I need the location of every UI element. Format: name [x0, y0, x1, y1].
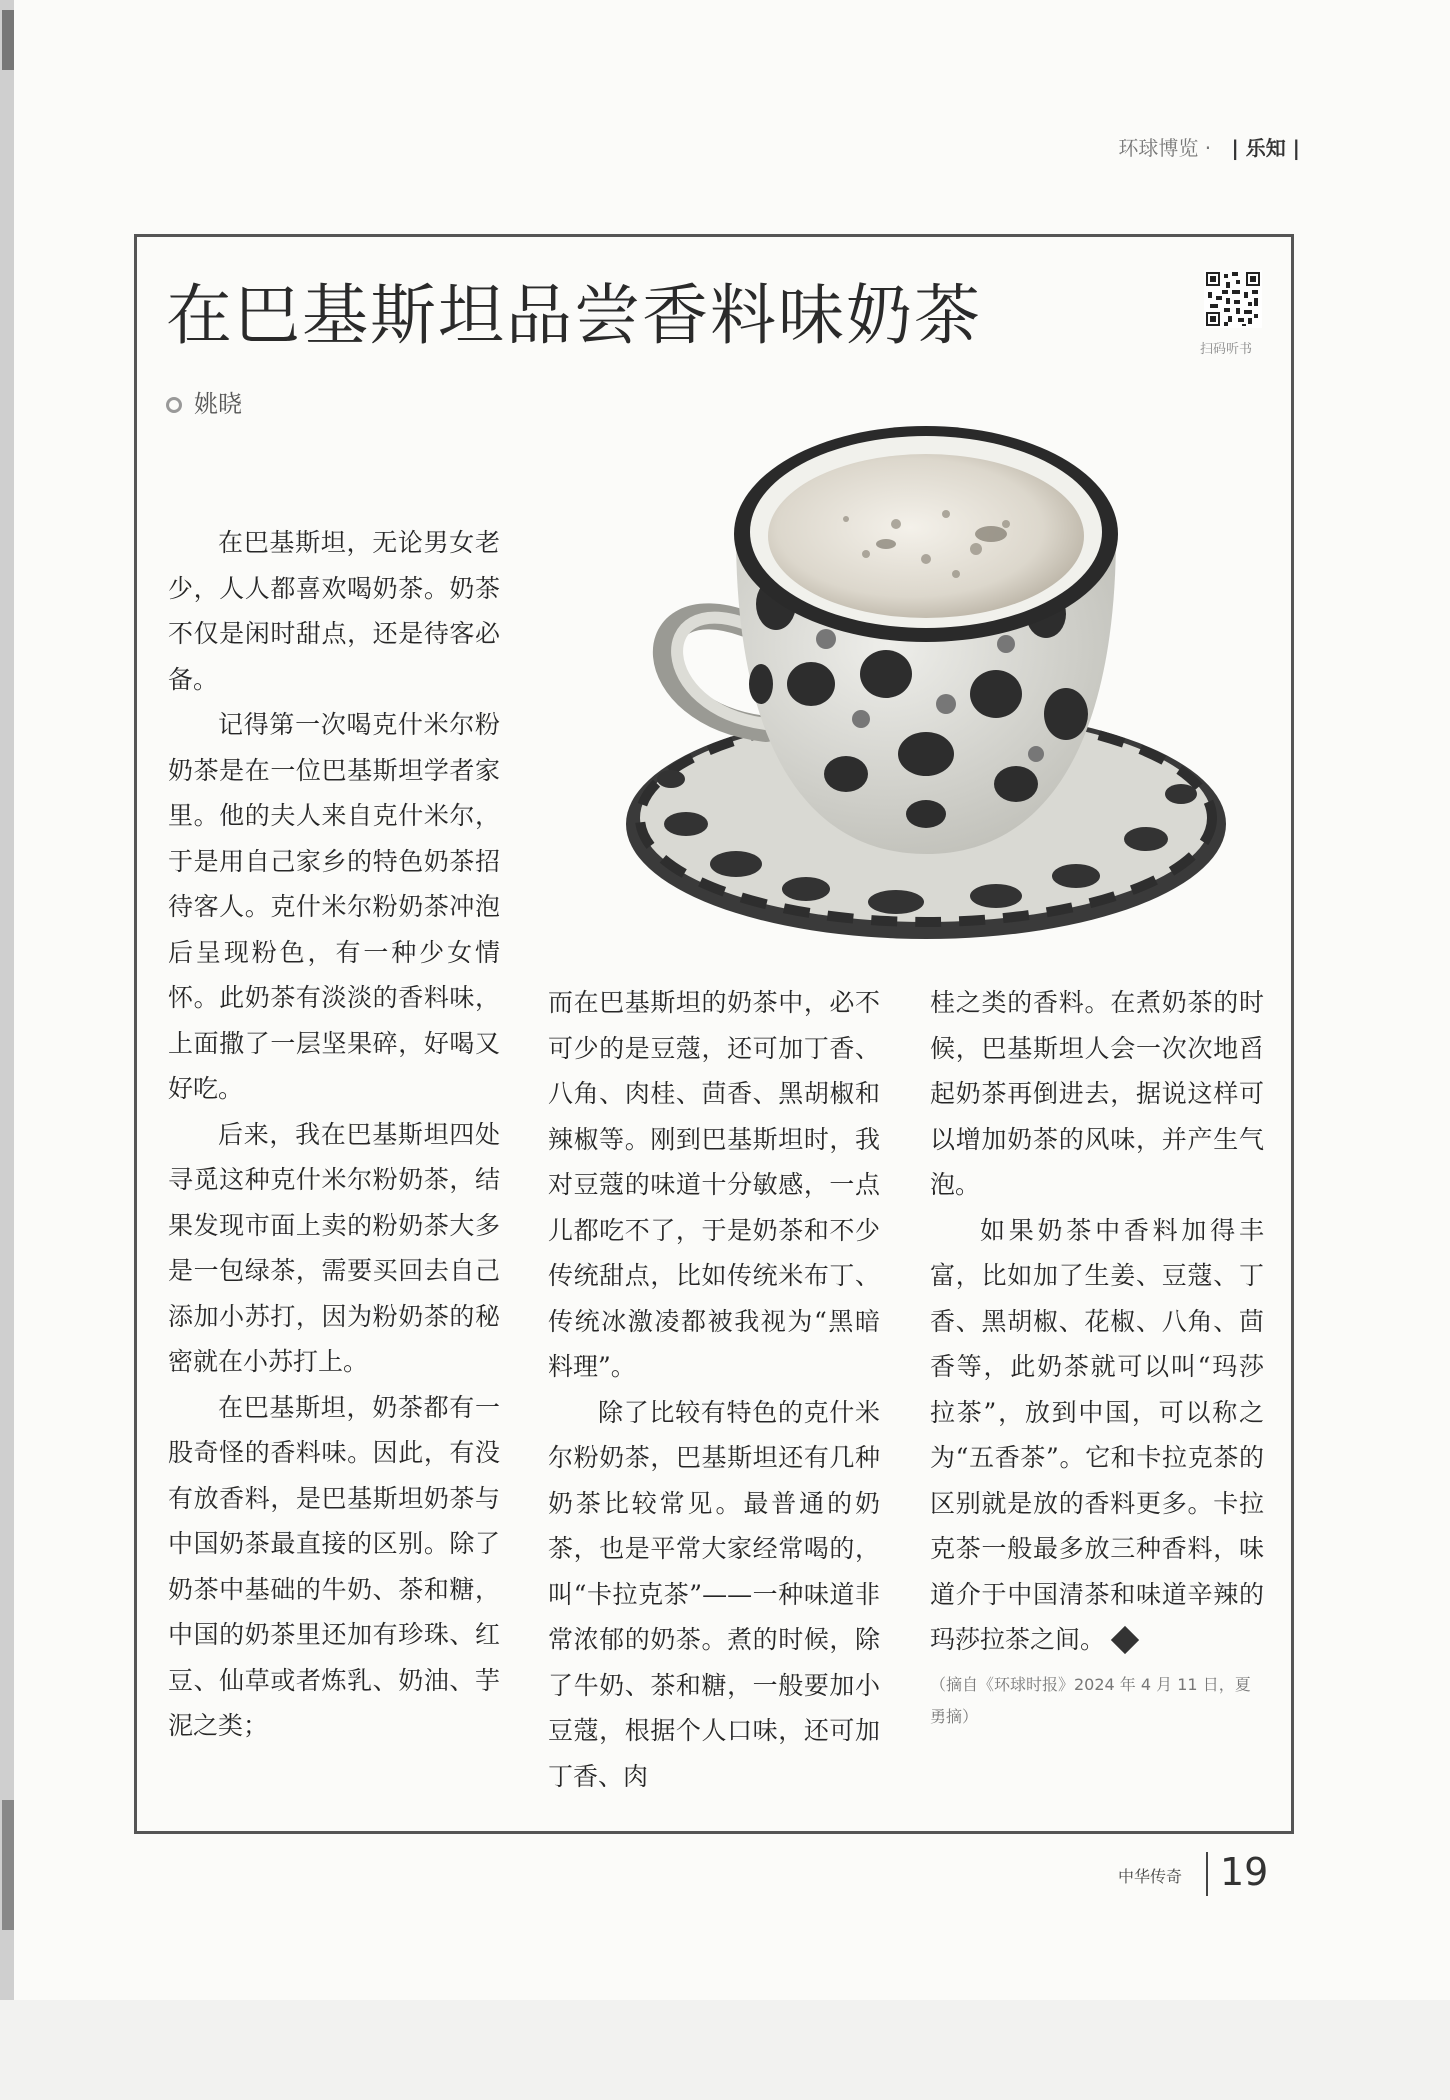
- paragraph: 记得第一次喝克什米尔粉奶茶是在一位巴基斯坦学者家里。他的夫人来自克什米尔，于是用自己家乡的特色奶茶招待客人。克什米尔粉奶茶冲泡后呈现粉色，有一种少女情怀。此奶茶有淡淡的香料味，上面撒了一层坚果碎，好喝又好吃。: [168, 710, 500, 1103]
- byline-marker-icon: [166, 397, 182, 413]
- header-separator: ·: [1204, 136, 1212, 160]
- column-name: 环球博览: [1118, 136, 1199, 160]
- qr-code-icon[interactable]: [1204, 270, 1262, 328]
- text-column-1: [168, 520, 500, 1749]
- author-name: 姚晓: [194, 390, 242, 418]
- page-number: 19: [1220, 1850, 1269, 1894]
- end-mark-icon: [1111, 1626, 1139, 1654]
- page-spine-shadow: [0, 0, 14, 2000]
- teacup-photo: [596, 384, 1236, 954]
- text-column-2: [548, 980, 880, 1799]
- magazine-logo: 中华传奇: [1118, 1867, 1183, 1886]
- paragraph-continued: 而在巴基斯坦的奶茶中，必不可少的是豆蔻，还可加丁香、八角、肉桂、茴香、黑胡椒和辣椒等。刚到巴基斯坦时，我对豆蔻的味道十分敏感，一点儿都吃不了，于是奶茶和不少传统甜点，比如传统米布丁、传统冰激凌都被我视为“黑暗料理”。: [548, 988, 880, 1381]
- source-citation: （摘自《环球时报》2024 年 4 月 11 日，夏勇摘）: [930, 1674, 1251, 1726]
- qr-label: 扫码听书: [1200, 342, 1253, 357]
- paragraph-continued: 桂之类的香料。在煮奶茶的时候，巴基斯坦人会一次次地舀起奶茶再倒进去，据说这样可以增加奶茶的风味，并产生气泡。: [930, 988, 1264, 1199]
- text-column-3: [930, 980, 1264, 1733]
- paragraph: 除了比较有特色的克什米尔粉奶茶，巴基斯坦还有几种奶茶比较常见。最普通的奶茶，也是平常大家经常喝的，叫“卡拉克茶”——一种味道非常浓郁的奶茶。煮的时候，除了牛奶、茶和糖，一般要加小豆蔻，根据个人口味，还可加丁香、肉: [548, 1397, 880, 1791]
- section-label: | 乐知 |: [1231, 136, 1300, 160]
- paragraph: 后来，我在巴基斯坦四处寻觅这种克什米尔粉奶茶，结果发现市面上卖的粉奶茶大多是一包绿茶，需要买回去自己添加小苏打，因为粉奶茶的秘密就在小苏打上。: [168, 1119, 500, 1376]
- final-paragraph-text: 如果奶茶中香料加得丰富，比如加了生姜、豆蔻、丁香、黑胡椒、花椒、八角、茴香等，此奶茶就可以叫“玛莎拉茶”，放到中国，可以称之为“五香茶”。它和卡拉克茶的区别就是放的香料更多。卡拉克茶一般最多放三种香料，味道介于中国清茶和味道辛辣的玛莎拉茶之间。: [930, 1215, 1264, 1654]
- paragraph: 在巴基斯坦，奶茶都有一股奇怪的香料味。因此，有没有放香料，是巴基斯坦奶茶与中国奶茶最直接的区别。除了奶茶中基础的牛奶、茶和糖，中国的奶茶里还加有珍珠、红豆、仙草或者炼乳、奶油、芋泥之类；: [168, 1392, 500, 1740]
- running-head: [1118, 132, 1300, 161]
- footer-divider: [1206, 1852, 1208, 1896]
- paragraph: 在巴基斯坦，无论男女老少，人人都喜欢喝奶茶。奶茶不仅是闲时甜点，还是待客必备。: [168, 528, 500, 694]
- article-title: 在巴基斯坦品尝香料味奶茶: [166, 277, 982, 354]
- author-byline: [166, 384, 242, 419]
- final-paragraph: [930, 1208, 1264, 1663]
